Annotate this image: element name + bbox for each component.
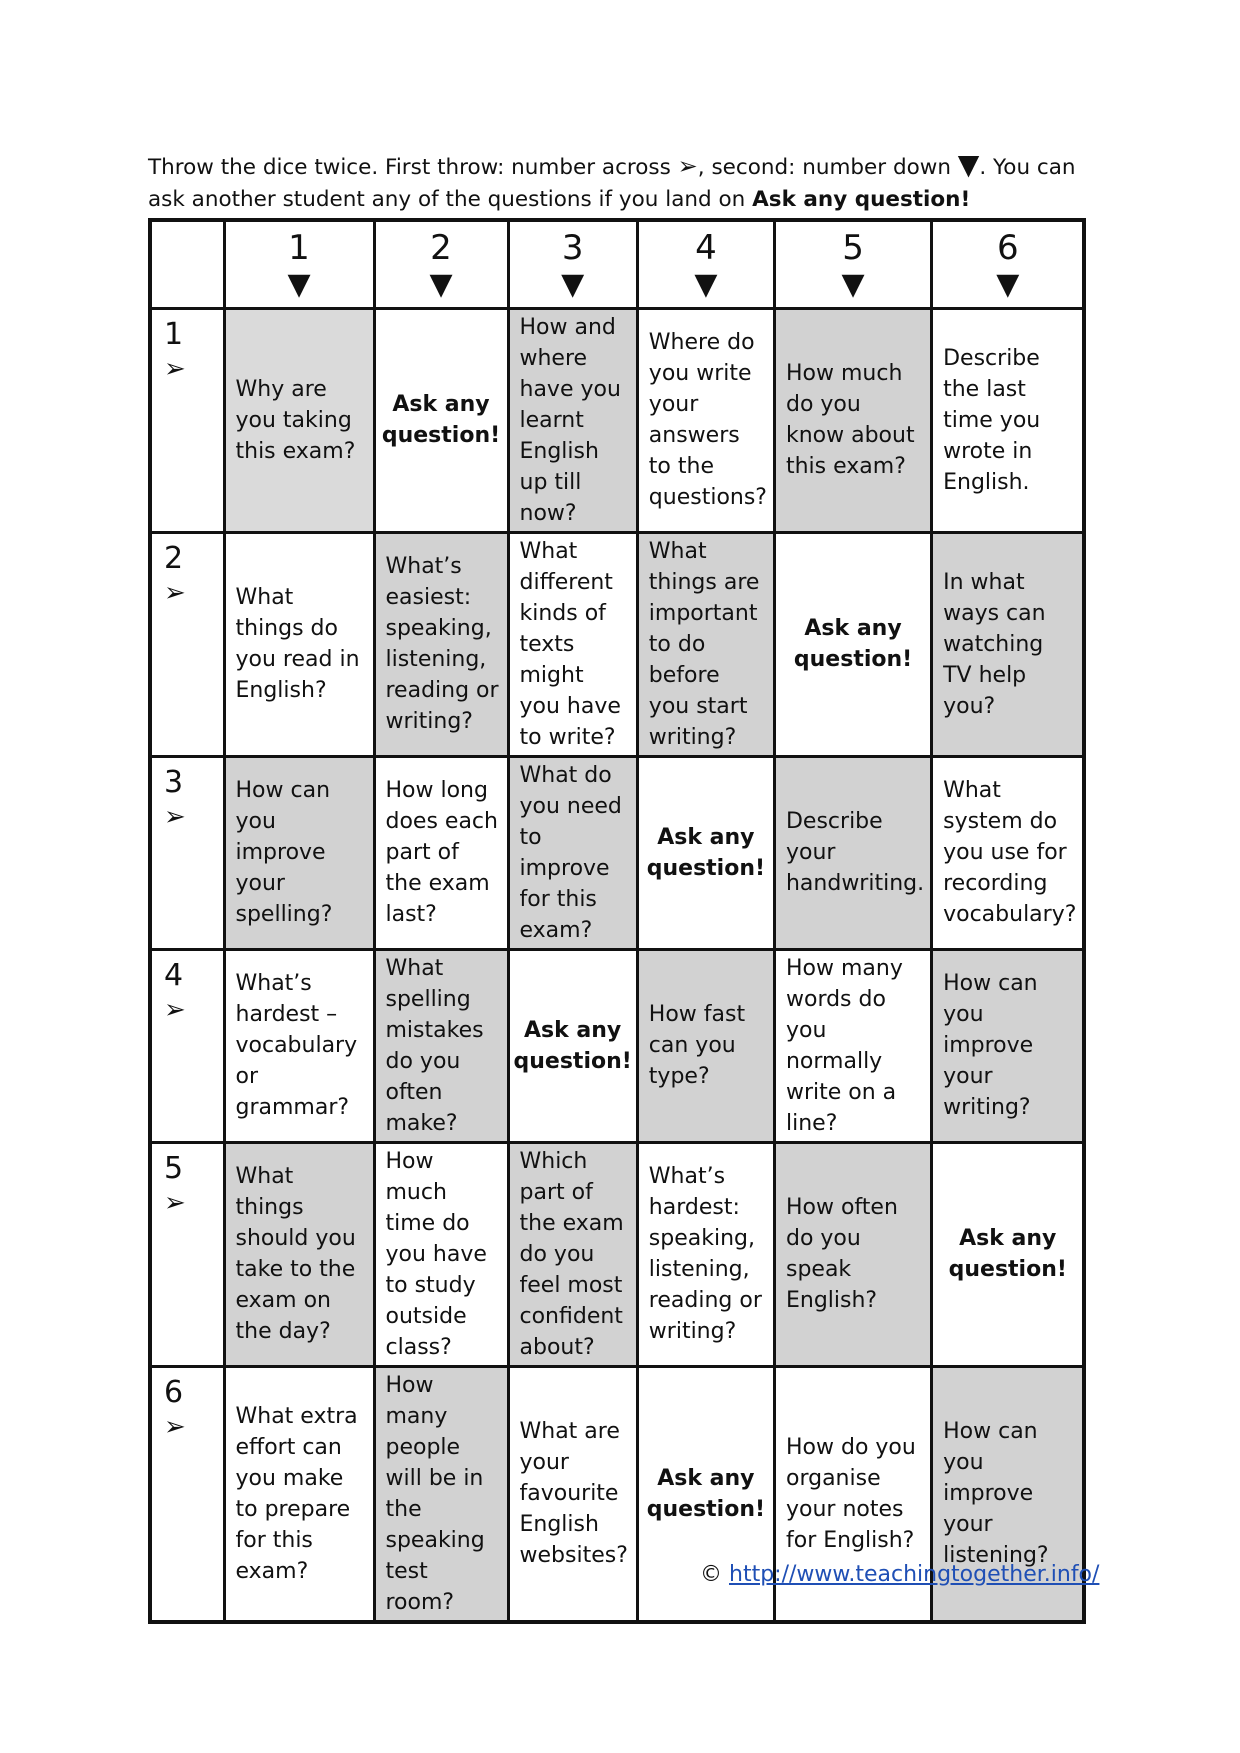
question-cell: How do you organise your notes for English?	[774, 1366, 931, 1622]
board-row-2	[150, 532, 1084, 756]
row-header-4	[150, 949, 224, 1142]
row-number: 5	[164, 1150, 184, 1186]
arrow-down-icon: ▼	[287, 267, 311, 303]
arrow-right-icon: ➢	[164, 1411, 186, 1442]
question-cell: Why are you taking this exam?	[224, 308, 374, 532]
question-cell: How can you improve your listening?	[932, 1366, 1085, 1622]
arrow-right-icon: ➢	[164, 994, 186, 1025]
question-cell: What things are important to do before you start writing?	[637, 532, 774, 756]
board-row-1	[150, 308, 1084, 532]
question-cell: In what ways can watching TV help you?	[932, 532, 1085, 756]
question-cell: What spelling mistakes do you often make?	[374, 949, 508, 1142]
column-number: 1	[288, 228, 310, 269]
row-header-1	[150, 308, 224, 532]
instructions-text-2: , second: number down	[697, 155, 958, 180]
question-cell: Describe the last time you wrote in English.	[932, 308, 1085, 532]
row-number: 3	[164, 764, 184, 800]
ask-any-question-cell: Ask any question!	[508, 949, 637, 1142]
row-number: 2	[164, 540, 184, 576]
question-cell: Which part of the exam do you feel most confident about?	[508, 1142, 637, 1366]
question-cell: How often do you speak English?	[774, 1142, 931, 1366]
ask-any-question-cell: Ask any question!	[932, 1142, 1085, 1366]
column-header-1	[224, 220, 374, 308]
question-cell: What different kinds of texts might you have to write?	[508, 532, 637, 756]
column-header-2	[374, 220, 508, 308]
question-cell: What’s easiest: speaking, listening, reading or writing?	[374, 532, 508, 756]
row-header-3	[150, 756, 224, 949]
column-header-3	[508, 220, 637, 308]
row-header-2	[150, 532, 224, 756]
arrow-right-icon: ➢	[677, 152, 698, 180]
corner-cell	[150, 220, 224, 308]
board-row-3	[150, 756, 1084, 949]
question-cell: How can you improve your writing?	[932, 949, 1085, 1142]
column-number: 5	[842, 228, 864, 269]
question-board	[148, 218, 1086, 1624]
question-cell: What things should you take to the exam on the day?	[224, 1142, 374, 1366]
copyright-symbol: ©	[700, 1562, 722, 1587]
arrow-down-icon: ▼	[996, 267, 1020, 303]
board-row-5	[150, 1142, 1084, 1366]
question-cell: What’s hardest – vocabulary or grammar?	[224, 949, 374, 1142]
column-header-6	[932, 220, 1085, 308]
ask-any-question-cell: Ask any question!	[637, 756, 774, 949]
question-cell: How many people will be in the speaking test room?	[374, 1366, 508, 1622]
question-cell: What are your favourite English websites?	[508, 1366, 637, 1622]
instructions-text-1: Throw the dice twice. First throw: number across	[148, 155, 678, 180]
question-cell: How much do you know about this exam?	[774, 308, 931, 532]
question-cell: How long does each part of the exam last?	[374, 756, 508, 949]
row-header-6	[150, 1366, 224, 1622]
arrow-down-icon: ▼	[694, 267, 718, 303]
column-number: 4	[695, 228, 717, 269]
arrow-right-icon: ➢	[164, 1187, 186, 1218]
column-header-5	[774, 220, 931, 308]
question-cell: How can you improve your spelling?	[224, 756, 374, 949]
arrow-right-icon: ➢	[164, 801, 186, 832]
question-cell: Where do you write your answers to the questions?	[637, 308, 774, 532]
question-cell: How and where have you learnt English up till now?	[508, 308, 637, 532]
row-header-5	[150, 1142, 224, 1366]
instructions-bold-phrase: Ask any question!	[752, 187, 971, 212]
ask-any-question-cell: Ask any question!	[774, 532, 931, 756]
row-number: 4	[164, 957, 184, 993]
question-cell: How many words do you normally write on a line?	[774, 949, 931, 1142]
arrow-down-icon: ▼	[561, 267, 585, 303]
column-number: 2	[430, 228, 452, 269]
footer	[700, 1560, 1099, 1590]
board-row-4	[150, 949, 1084, 1142]
ask-any-question-cell: Ask any question!	[374, 308, 508, 532]
question-cell: What extra effort can you make to prepare for this exam?	[224, 1366, 374, 1622]
question-cell: What system do you use for recording vocabulary?	[932, 756, 1085, 949]
question-cell: Describe your handwriting.	[774, 756, 931, 949]
row-number: 6	[164, 1374, 184, 1410]
question-cell: What’s hardest: speaking, listening, reading or writing?	[637, 1142, 774, 1366]
question-cell: How much time do you have to study outside class?	[374, 1142, 508, 1366]
ask-any-question-cell: Ask any question!	[637, 1366, 774, 1622]
arrow-right-icon: ➢	[164, 577, 186, 608]
column-number: 3	[561, 228, 584, 269]
arrow-down-icon: ▼	[429, 267, 453, 303]
row-number: 1	[164, 316, 184, 352]
arrow-down-icon: ▼	[957, 148, 980, 181]
column-header-4	[637, 220, 774, 308]
column-number: 6	[996, 228, 1019, 269]
arrow-down-icon: ▼	[841, 267, 865, 303]
arrow-right-icon: ➢	[164, 353, 186, 384]
website-link[interactable]: http://www.teachingtogether.info/	[729, 1562, 1100, 1587]
question-cell: What do you need to improve for this exam?	[508, 756, 637, 949]
question-cell: How fast can you type?	[637, 949, 774, 1142]
instructions-text-3: . You can ask another student any of the questions if you land on	[148, 155, 1076, 212]
instructions	[148, 150, 1093, 216]
question-cell: What things do you read in English?	[224, 532, 374, 756]
